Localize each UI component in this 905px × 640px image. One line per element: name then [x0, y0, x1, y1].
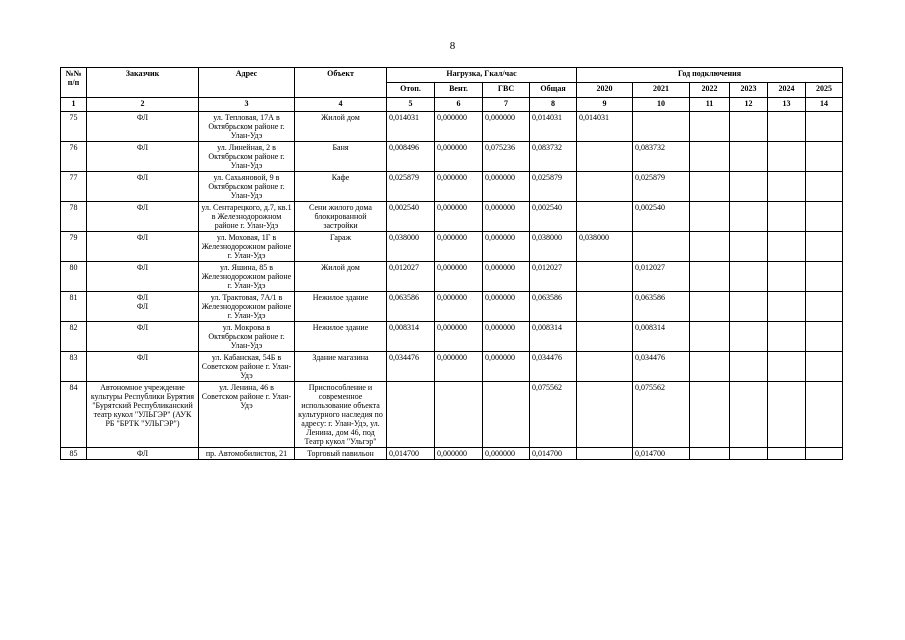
address-cell: ул. Моховая, 1Г в Железнодорожном районе г. Улан-Удэ [199, 232, 295, 262]
object-cell: Приспособление и современное использование объекта культурного наследия по адресу: г. Улан-Удэ, ул. Ленина, дом 46, под Театр кукол "Ульгэр" [295, 382, 387, 448]
col-number: 6 [435, 98, 483, 112]
year-2024-cell [768, 232, 806, 262]
load-total-cell: 0,083732 [530, 142, 577, 172]
year-2023-cell [730, 292, 768, 322]
year-2024-cell [768, 352, 806, 382]
col-number: 5 [387, 98, 435, 112]
col-number: 2 [87, 98, 199, 112]
address-cell: ул. Сахьяновой, 9 в Октябрьском районе г. Улан-Удэ [199, 172, 295, 202]
load-otop-cell: 0,012027 [387, 262, 435, 292]
load-otop-cell: 0,014031 [387, 112, 435, 142]
load-otop-cell: 0,025879 [387, 172, 435, 202]
col-number: 9 [577, 98, 633, 112]
row-number: 82 [61, 322, 87, 352]
year-2025-cell [806, 172, 843, 202]
year-2022-cell [690, 448, 730, 460]
address-cell: ул. Кабанская, 54Б в Советском районе г. Улан-Удэ [199, 352, 295, 382]
customer-cell: ФЛ [87, 232, 199, 262]
header-num: №№ п/п [61, 68, 87, 98]
connections-table [60, 67, 843, 460]
year-2025-cell [806, 202, 843, 232]
year-2021-cell: 0,034476 [633, 352, 690, 382]
year-2024-cell [768, 322, 806, 352]
customer-cell: Автономное учреждение культуры Республики Бурятия "Бурятский Республиканский театр кукол "УЛЬГЭР" (АУК РБ "БРТК "УЛЬГЭР") [87, 382, 199, 448]
row-number: 79 [61, 232, 87, 262]
header-load-vent: Вент. [435, 83, 483, 98]
load-gvs-cell: 0,000000 [483, 322, 530, 352]
year-2025-cell [806, 142, 843, 172]
row-number: 80 [61, 262, 87, 292]
row-number: 75 [61, 112, 87, 142]
year-2023-cell [730, 232, 768, 262]
address-cell: ул. Тепловая, 17А в Октябрьском районе г. Улан-Удэ [199, 112, 295, 142]
row-number: 84 [61, 382, 87, 448]
object-cell: Баня [295, 142, 387, 172]
load-otop-cell: 0,034476 [387, 352, 435, 382]
year-2025-cell [806, 322, 843, 352]
year-2021-cell [633, 112, 690, 142]
header-year-2022: 2022 [690, 83, 730, 98]
load-vent-cell: 0,000000 [435, 322, 483, 352]
col-number: 10 [633, 98, 690, 112]
year-2024-cell [768, 172, 806, 202]
customer-cell: ФЛ [87, 352, 199, 382]
col-number: 7 [483, 98, 530, 112]
row-number: 85 [61, 448, 87, 460]
load-gvs-cell: 0,000000 [483, 112, 530, 142]
load-vent-cell: 0,000000 [435, 448, 483, 460]
year-2021-cell: 0,008314 [633, 322, 690, 352]
col-number: 8 [530, 98, 577, 112]
year-2025-cell [806, 232, 843, 262]
row-number: 77 [61, 172, 87, 202]
table-row [61, 448, 843, 460]
year-2023-cell [730, 172, 768, 202]
year-2021-cell: 0,002540 [633, 202, 690, 232]
year-2025-cell [806, 448, 843, 460]
load-gvs-cell: 0,000000 [483, 232, 530, 262]
year-2025-cell [806, 292, 843, 322]
object-cell: Нежилое здание [295, 292, 387, 322]
load-gvs-cell: 0,000000 [483, 448, 530, 460]
year-2022-cell [690, 202, 730, 232]
load-total-cell: 0,008314 [530, 322, 577, 352]
load-total-cell: 0,014031 [530, 112, 577, 142]
year-2023-cell [730, 112, 768, 142]
load-vent-cell: 0,000000 [435, 292, 483, 322]
header-load-total: Общая [530, 83, 577, 98]
year-2022-cell [690, 112, 730, 142]
table-row [61, 292, 843, 322]
load-total-cell: 0,012027 [530, 262, 577, 292]
year-2021-cell [633, 232, 690, 262]
load-vent-cell: 0,000000 [435, 172, 483, 202]
year-2021-cell: 0,012027 [633, 262, 690, 292]
year-2020-cell [577, 322, 633, 352]
address-cell: пр. Автомобилистов, 21 [199, 448, 295, 460]
load-otop-cell: 0,002540 [387, 202, 435, 232]
header-year-2025: 2025 [806, 83, 843, 98]
address-cell: ул. Ленина, 46 в Советском районе г. Улан-Удэ [199, 382, 295, 448]
year-2020-cell [577, 292, 633, 322]
page-number: 8 [449, 40, 456, 52]
table-row [61, 112, 843, 142]
load-total-cell: 0,034476 [530, 352, 577, 382]
header-year-2023: 2023 [730, 83, 768, 98]
col-number: 3 [199, 98, 295, 112]
col-number: 11 [690, 98, 730, 112]
row-number: 83 [61, 352, 87, 382]
address-cell: ул. Линейная, 2 в Октябрьском районе г. Улан-Удэ [199, 142, 295, 172]
load-otop-cell [387, 382, 435, 448]
year-2024-cell [768, 112, 806, 142]
header-address: Адрес [199, 68, 295, 98]
table-row [61, 202, 843, 232]
load-otop-cell: 0,038000 [387, 232, 435, 262]
year-2023-cell [730, 262, 768, 292]
load-vent-cell: 0,000000 [435, 142, 483, 172]
year-2023-cell [730, 322, 768, 352]
load-gvs-cell: 0,075236 [483, 142, 530, 172]
year-2025-cell [806, 112, 843, 142]
col-number: 14 [806, 98, 843, 112]
header-year-2020: 2020 [577, 83, 633, 98]
load-otop-cell: 0,008314 [387, 322, 435, 352]
address-cell: ул. Мокрова в Октябрьском районе г. Улан-Удэ [199, 322, 295, 352]
customer-cell: ФЛ [87, 448, 199, 460]
year-2024-cell [768, 292, 806, 322]
address-cell: ул. Яшина, 85 в Железнодорожном районе г. Улан-Удэ [199, 262, 295, 292]
col-number: 12 [730, 98, 768, 112]
load-gvs-cell: 0,000000 [483, 292, 530, 322]
year-2020-cell [577, 202, 633, 232]
year-2024-cell [768, 142, 806, 172]
year-2022-cell [690, 262, 730, 292]
year-2020-cell [577, 262, 633, 292]
year-2020-cell [577, 142, 633, 172]
load-gvs-cell: 0,000000 [483, 262, 530, 292]
object-cell: Жилой дом [295, 262, 387, 292]
customer-cell: ФЛ [87, 202, 199, 232]
load-total-cell: 0,025879 [530, 172, 577, 202]
table-row [61, 322, 843, 352]
load-vent-cell: 0,000000 [435, 202, 483, 232]
table-body [61, 112, 843, 460]
header-load-otop: Отоп. [387, 83, 435, 98]
table-row [61, 352, 843, 382]
load-total-cell: 0,075562 [530, 382, 577, 448]
table-row [61, 262, 843, 292]
year-2024-cell [768, 262, 806, 292]
year-2022-cell [690, 142, 730, 172]
header-load-gvs: ГВС [483, 83, 530, 98]
year-2020-cell [577, 172, 633, 202]
header-customer: Заказчик [87, 68, 199, 98]
customer-cell: ФЛ [87, 172, 199, 202]
load-gvs-cell: 0,000000 [483, 202, 530, 232]
header-year-group: Год подключения [577, 68, 843, 83]
header-object: Объект [295, 68, 387, 98]
load-otop-cell: 0,008496 [387, 142, 435, 172]
load-total-cell: 0,063586 [530, 292, 577, 322]
year-2021-cell: 0,025879 [633, 172, 690, 202]
year-2020-cell: 0,014031 [577, 112, 633, 142]
object-cell: Здание магазина [295, 352, 387, 382]
year-2022-cell [690, 382, 730, 448]
customer-cell: ФЛ [87, 322, 199, 352]
load-vent-cell: 0,000000 [435, 112, 483, 142]
header-year-2024: 2024 [768, 83, 806, 98]
load-otop-cell: 0,014700 [387, 448, 435, 460]
year-2021-cell: 0,014700 [633, 448, 690, 460]
load-vent-cell: 0,000000 [435, 352, 483, 382]
address-cell: ул. Трактовая, 7А/1 в Железнодорожном районе г. Улан-Удэ [199, 292, 295, 322]
year-2020-cell [577, 382, 633, 448]
table-row [61, 172, 843, 202]
year-2021-cell: 0,075562 [633, 382, 690, 448]
year-2025-cell [806, 382, 843, 448]
load-gvs-cell: 0,000000 [483, 172, 530, 202]
load-total-cell: 0,002540 [530, 202, 577, 232]
object-cell: Кафе [295, 172, 387, 202]
year-2021-cell: 0,063586 [633, 292, 690, 322]
object-cell: Жилой дом [295, 112, 387, 142]
year-2022-cell [690, 322, 730, 352]
year-2025-cell [806, 352, 843, 382]
row-number: 81 [61, 292, 87, 322]
customer-cell: ФЛ [87, 262, 199, 292]
customer-cell: ФЛ ФЛ [87, 292, 199, 322]
table-row [61, 382, 843, 448]
year-2020-cell [577, 448, 633, 460]
year-2020-cell [577, 352, 633, 382]
year-2025-cell [806, 262, 843, 292]
year-2023-cell [730, 202, 768, 232]
load-gvs-cell [483, 382, 530, 448]
customer-cell: ФЛ [87, 142, 199, 172]
object-cell: Гараж [295, 232, 387, 262]
row-number: 76 [61, 142, 87, 172]
load-vent-cell: 0,000000 [435, 232, 483, 262]
year-2022-cell [690, 292, 730, 322]
load-total-cell: 0,038000 [530, 232, 577, 262]
load-gvs-cell: 0,000000 [483, 352, 530, 382]
col-number: 1 [61, 98, 87, 112]
table-row [61, 232, 843, 262]
year-2020-cell: 0,038000 [577, 232, 633, 262]
object-cell: Нежилое здание [295, 322, 387, 352]
object-cell: Торговый павильон [295, 448, 387, 460]
year-2022-cell [690, 232, 730, 262]
year-2022-cell [690, 352, 730, 382]
col-number: 4 [295, 98, 387, 112]
table-row [61, 142, 843, 172]
year-2021-cell: 0,083732 [633, 142, 690, 172]
year-2024-cell [768, 382, 806, 448]
header-year-2021: 2021 [633, 83, 690, 98]
year-2023-cell [730, 448, 768, 460]
object-cell: Сени жилого дома блокированной застройки [295, 202, 387, 232]
year-2024-cell [768, 202, 806, 232]
load-vent-cell: 0,000000 [435, 262, 483, 292]
year-2023-cell [730, 142, 768, 172]
col-number: 13 [768, 98, 806, 112]
year-2023-cell [730, 382, 768, 448]
load-total-cell: 0,014700 [530, 448, 577, 460]
year-2024-cell [768, 448, 806, 460]
address-cell: ул. Сентарецкого, д.7, кв.1 в Железнодорожном районе г. Улан-Удэ [199, 202, 295, 232]
row-number: 78 [61, 202, 87, 232]
load-otop-cell: 0,063586 [387, 292, 435, 322]
customer-cell: ФЛ [87, 112, 199, 142]
year-2023-cell [730, 352, 768, 382]
year-2022-cell [690, 172, 730, 202]
header-load-group: Нагрузка, Гкал/час [387, 68, 577, 83]
load-vent-cell [435, 382, 483, 448]
